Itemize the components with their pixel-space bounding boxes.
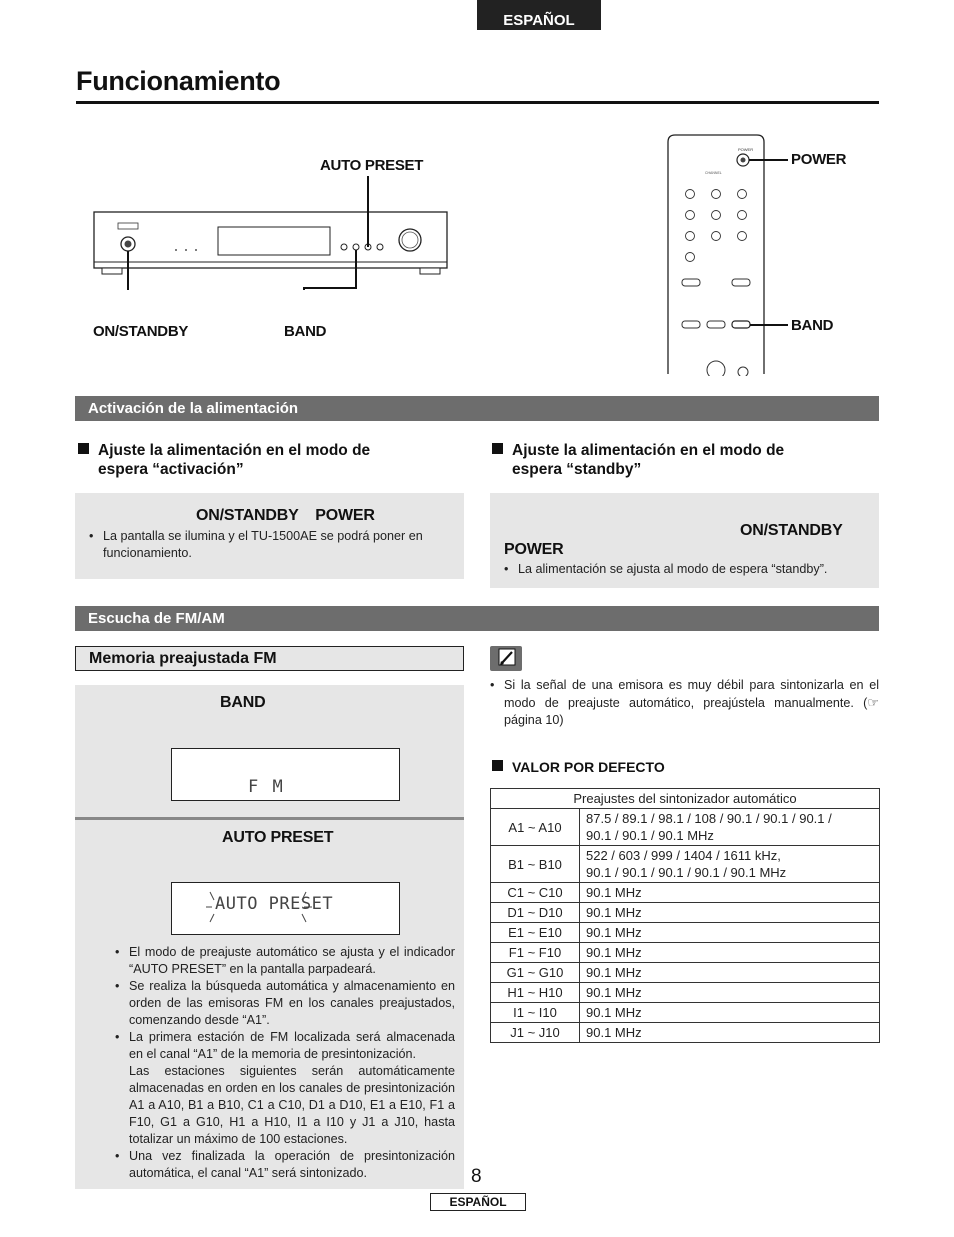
table-cell-value: 90.1 MHz — [580, 983, 880, 1003]
remote-illustration — [660, 132, 790, 376]
power-on-note: • La pantalla se ilumina y el TU-1500AE se podrá poner en funcionamiento. — [89, 528, 455, 562]
table-cell-channel: F1 ~ F10 — [491, 943, 580, 963]
table-row — [491, 903, 880, 923]
table-row — [491, 943, 880, 963]
power-standby-heading: Ajuste la alimentación en el modo de espera “standby” — [492, 441, 872, 479]
table-cell-value: 90.1 MHz — [580, 1003, 880, 1023]
table-cell-value: 90.1 MHz — [580, 943, 880, 963]
table-row — [491, 809, 880, 846]
table-header: Preajustes del sintonizador automático — [491, 789, 880, 809]
table-cell-channel: H1 ~ H10 — [491, 983, 580, 1003]
default-value-heading: VALOR POR DEFECTO — [492, 758, 665, 777]
section-power-title: Activación de la alimentación — [75, 396, 879, 421]
table-row — [491, 883, 880, 903]
table-row — [491, 923, 880, 943]
auto-preset-display — [171, 882, 400, 935]
bullet-4: • Una vez finalizada la operación de presintonización automática, el canal “A1” será sintonizado. — [115, 1148, 455, 1182]
default-presets-table — [490, 788, 880, 1043]
section-fm-title: Escucha de FM/AM — [75, 606, 879, 631]
band-callout: BAND — [284, 323, 327, 340]
table-cell-channel: I1 ~ I10 — [491, 1003, 580, 1023]
table-row — [491, 846, 880, 883]
title-rule — [76, 101, 879, 104]
note-text: • Si la señal de una emisora es muy débil para sintonizarla en el modo de preajuste automático, preajústela manualmente. (☞ página 10) — [490, 677, 879, 729]
step-divider — [75, 817, 464, 820]
table-cell-channel: C1 ~ C10 — [491, 883, 580, 903]
bullet-2: • Se realiza la búsqueda automática y almacenamiento en orden de las emisoras FM en los canales preajustados, comenzando desde “A1”. — [115, 978, 455, 1029]
standby-key-on-standby: ON/STANDBY — [740, 522, 843, 539]
footer-language-tab: ESPAÑOL — [430, 1193, 526, 1211]
table-cell-channel: D1 ~ D10 — [491, 903, 580, 923]
bullet-3: • La primera estación de FM localizada será almacenada en el canal “A1” de la memoria de presintonización. — [115, 1029, 455, 1063]
fm-display-text: F M — [248, 777, 285, 797]
table-cell-channel: E1 ~ E10 — [491, 923, 580, 943]
auto-preset-bullets — [115, 944, 455, 1182]
power-on-box — [75, 493, 464, 579]
page-title: Funcionamiento — [76, 66, 281, 96]
remote-power-callout: POWER — [791, 151, 847, 168]
step2-auto-preset-key: AUTO PRESET — [222, 829, 334, 846]
on-standby-callout: ON/STANDBY — [93, 323, 189, 340]
table-cell-channel: B1 ~ B10 — [491, 846, 580, 883]
hand-pointer-icon: ☞ — [867, 695, 879, 710]
table-cell-channel: A1 ~ A10 — [491, 809, 580, 846]
power-on-heading: Ajuste la alimentación en el modo de espera “activación” — [78, 441, 458, 479]
table-cell-value: 87.5 / 89.1 / 98.1 / 108 / 90.1 / 90.1 / 90.1 / 90.1 / 90.1 / 90.1 MHz — [580, 809, 880, 846]
bullet-1: • El modo de preajuste automático se ajusta y el indicador “AUTO PRESET” en la pantalla parpadeará. — [115, 944, 455, 978]
power-standby-note: • La alimentación se ajusta al modo de espera “standby”. — [504, 561, 874, 578]
table-header-row — [491, 789, 880, 809]
table-row — [491, 963, 880, 983]
note-pencil-icon — [490, 646, 522, 671]
page-number: 8 — [471, 1166, 482, 1187]
table-row — [491, 983, 880, 1003]
table-cell-value: 90.1 MHz — [580, 883, 880, 903]
table-cell-value: 90.1 MHz — [580, 1023, 880, 1043]
memory-preset-subtitle: Memoria preajustada FM — [75, 646, 464, 671]
language-tab: ESPAÑOL — [477, 0, 601, 30]
power-standby-box — [490, 493, 879, 588]
table-cell-value: 90.1 MHz — [580, 903, 880, 923]
fm-steps-box — [75, 685, 464, 1189]
table-cell-value: 90.1 MHz — [580, 923, 880, 943]
table-cell-value: 522 / 603 / 999 / 1404 / 1611 kHz, 90.1 / 90.1 / 90.1 / 90.1 / 90.1 MHz — [580, 846, 880, 883]
table-row — [491, 1023, 880, 1043]
remote-band-callout: BAND — [791, 317, 834, 334]
table-row — [491, 1003, 880, 1023]
auto-preset-display-text: AUTO PRESET — [215, 894, 334, 914]
auto-preset-callout: AUTO PRESET — [320, 157, 424, 174]
fm-display — [171, 748, 400, 801]
standby-key-power: POWER — [504, 541, 564, 558]
table-cell-channel: J1 ~ J10 — [491, 1023, 580, 1043]
step1-band-key: BAND — [220, 694, 266, 711]
bullet-3-continuation: Las estaciones siguientes serán automáticamente almacenadas en orden en los canales de presintonización A1 a A10, B1 a B10, C1 a C10, D1 a D10, E1 a E10, F1 a F10, G1 a G10, H1 a H10, I1 a I10 y J1 a J10, hasta totalizar un máximo de 100 estaciones. — [129, 1064, 455, 1146]
svg-text:POWER: POWER — [738, 147, 754, 152]
power-on-keys: ON/STANDBY POWER — [196, 507, 375, 524]
svg-text:CHANNEL: CHANNEL — [705, 171, 722, 175]
table-cell-value: 90.1 MHz — [580, 963, 880, 983]
table-cell-channel: G1 ~ G10 — [491, 963, 580, 983]
